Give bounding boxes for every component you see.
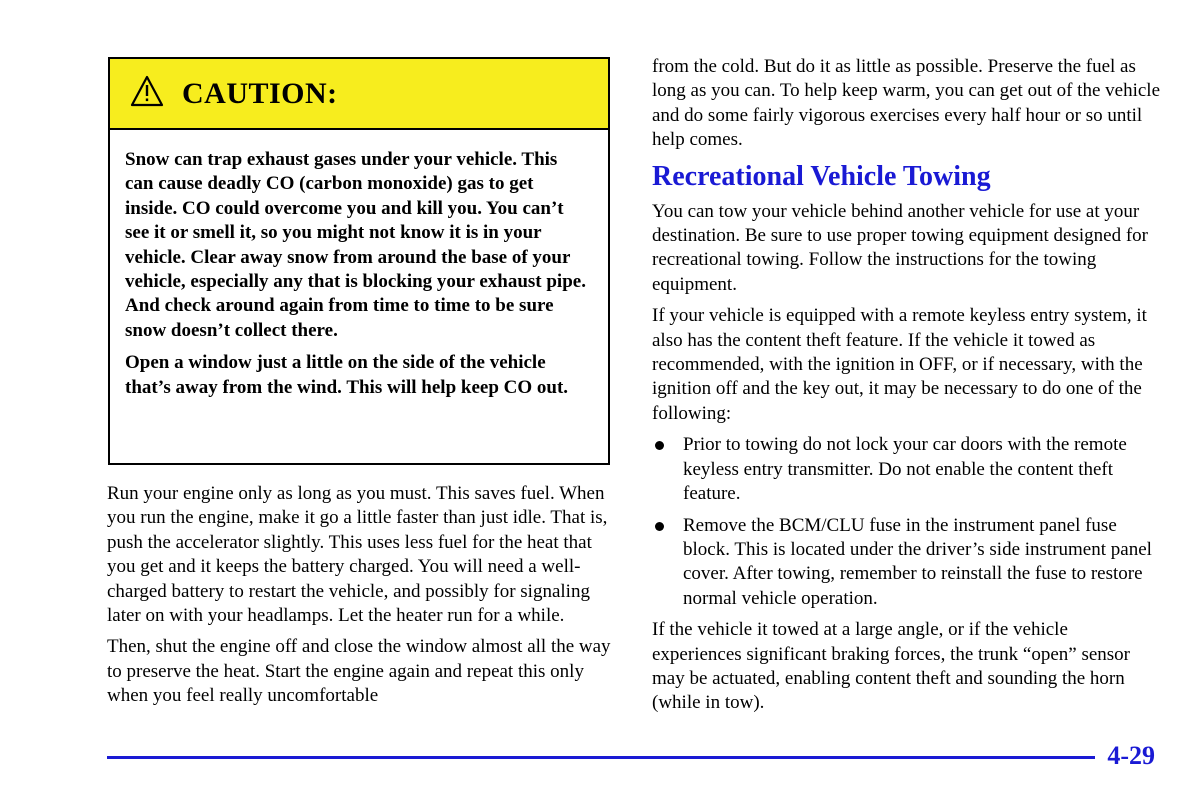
body-paragraph: Run your engine only as long as you must. This saves fuel. When you run the engine, make it go a little faster than just idle. That is, push the accelerator slightly. This uses less fuel for the heat that you get and it keeps the battery charged. You will need a well-charged battery to restart the vehicle, and possibly for signaling later on with your headlamps. Let the heater run for a while. — [107, 483, 608, 627]
right-column — [652, 55, 1162, 723]
bullet-text: Prior to towing do not lock your car doors with the remote keyless entry transmitter. Do not enable the content theft feature. — [683, 434, 1127, 505]
body-paragraph: You can tow your vehicle behind another vehicle for use at your destination. Be sure to use proper towing equipment designed for recreational towing. Follow the instructions for the towing equipment. — [652, 200, 1149, 295]
list-item — [652, 433, 1162, 506]
bullet-list — [652, 433, 1162, 611]
warning-triangle-icon — [130, 75, 164, 107]
caution-body — [110, 130, 608, 400]
caution-header — [110, 59, 608, 130]
continued-paragraph: from the cold. But do it as little as possible. Preserve the fuel as long as you can. To help keep warm, you can get out of the vehicle and do some fairly vigorous exercises every half hour or so until help comes. — [652, 56, 1160, 151]
body-paragraph: If the vehicle it towed at a large angle, or if the vehicle experiences significant braking forces, the trunk “open” sensor may be actuated, enabling content theft and sounding the horn (while in tow). — [652, 619, 1130, 714]
caution-box — [108, 57, 610, 465]
page-number: 4-29 — [1107, 741, 1155, 770]
caution-title: CAUTION: — [182, 76, 338, 110]
bullet-icon — [655, 522, 664, 531]
section-heading: Recreational Vehicle Towing — [652, 160, 991, 192]
caution-paragraph: Open a window just a little on the side of the vehicle that’s away from the wind. This will help keep CO out. — [125, 352, 569, 398]
footer-divider — [107, 756, 1095, 759]
left-column-text — [107, 482, 617, 716]
body-paragraph: Then, shut the engine off and close the window almost all the way to preserve the heat. Start the engine again and repeat this only when you feel really uncomfortable — [107, 636, 611, 707]
bullet-text: Remove the BCM/CLU fuse in the instrument panel fuse block. This is located under the driver’s side instrument panel cover. After towing, remember to reinstall the fuse to restore normal vehicle operation. — [683, 514, 1152, 609]
list-item — [652, 514, 1162, 612]
caution-paragraph: Snow can trap exhaust gases under your vehicle. This can cause deadly CO (carbon monoxide) gas to get inside. CO could overcome you and kill you. You can’t see it or smell it, so you might not know it is in your vehicle. Clear away snow from around the base of your vehicle, especially any that is blocking your exhaust pipe. And check around again from time to time to be sure snow doesn’t collect there. — [125, 149, 586, 341]
body-paragraph: If your vehicle is equipped with a remote keyless entry system, it also has the content theft feature. If the vehicle it towed as recommended, with the ignition in OFF, or if necessary, with the ignition off and the key out, it may be necessary to do one of the following: — [652, 305, 1147, 424]
bullet-icon — [655, 441, 664, 450]
